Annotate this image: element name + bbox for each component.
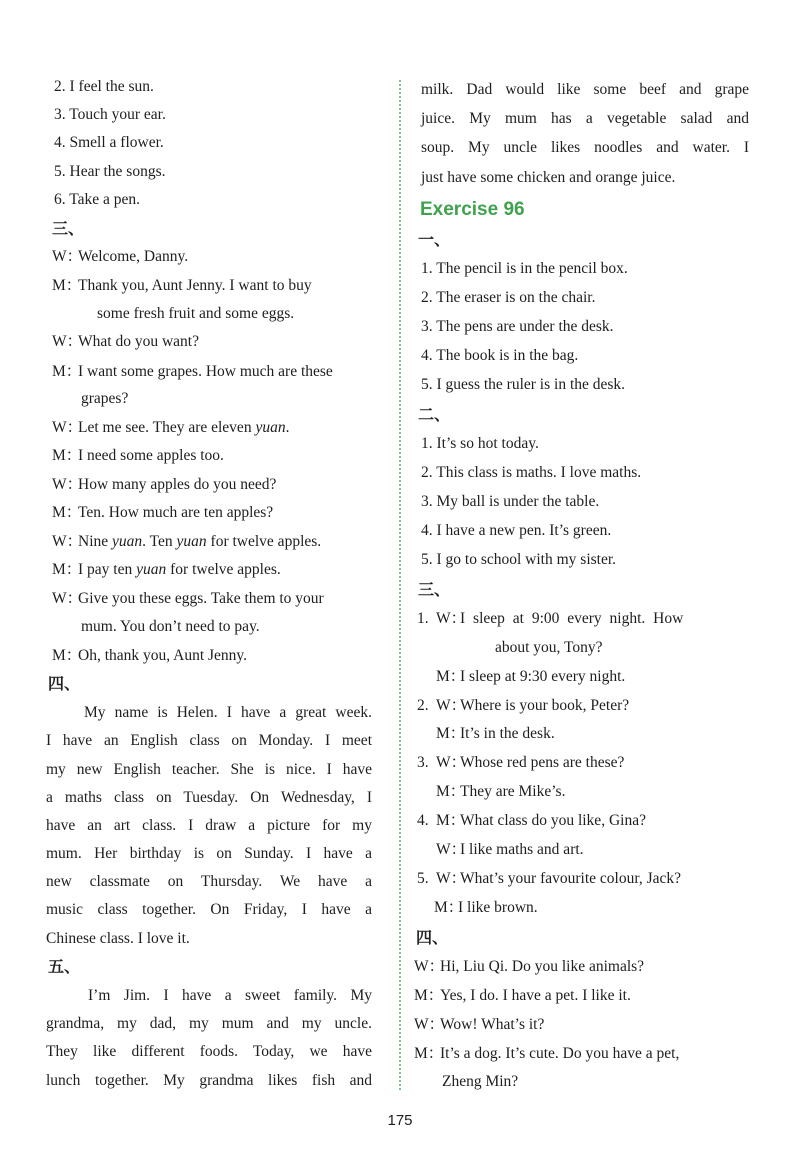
item-number: 5.: [417, 870, 429, 887]
speaker: W：: [52, 333, 83, 350]
item-number: 2.: [417, 697, 429, 714]
dialogue-text: mum. You don’t need to pay.: [81, 618, 260, 635]
dialogue-line: [52, 646, 247, 666]
dialogue-text: They are Mike’s.: [460, 783, 566, 800]
dialogue-text: What class do you like, Gina?: [460, 812, 646, 829]
dialogue-text: grapes?: [81, 390, 129, 407]
item-number: 3.: [417, 754, 429, 771]
dialogue-text: Wow! What’s it?: [440, 1016, 545, 1033]
dialogue-text: Hi, Liu Qi. Do you like animals?: [440, 958, 645, 975]
list-item: 2. I feel the sun.: [54, 78, 154, 95]
speaker: M：: [52, 277, 82, 294]
dialogue-text: How many apples do you need?: [78, 476, 277, 493]
list-item: 4. The book is in the bag.: [421, 347, 579, 364]
list-item: 2. This class is maths. I love maths.: [421, 464, 642, 481]
speaker: W：: [436, 610, 467, 627]
paragraph-line: mum. Her birthday is on Sunday. I have a: [46, 845, 372, 862]
paragraph-line: I have an English class on Monday. I meet: [46, 732, 372, 749]
dialogue-line: [417, 609, 683, 629]
speaker: W：: [52, 248, 83, 265]
exercise-title: Exercise 96: [420, 199, 525, 220]
list-item: 3. My ball is under the table.: [421, 493, 600, 510]
section-heading-5: 五、: [48, 957, 81, 976]
dialogue-line: [414, 1015, 544, 1035]
italic-word: yuan: [136, 561, 167, 578]
dialogue-text: I want some grapes. How much are these: [78, 363, 333, 380]
speaker: W：: [414, 1016, 445, 1033]
section-heading-3: 三、: [52, 219, 85, 238]
section-heading-4: 四、: [48, 674, 81, 693]
list-item: 5. I go to school with my sister.: [421, 551, 617, 568]
speaker: W：: [52, 476, 83, 493]
paragraph-line: just have some chicken and orange juice.: [421, 169, 676, 186]
dialogue-line: [434, 898, 538, 918]
dialogue-text: I sleep at 9:00 every night. How: [460, 610, 684, 627]
list-item: 3. Touch your ear.: [54, 106, 166, 123]
italic-word: yuan: [176, 533, 207, 550]
speaker: M：: [52, 647, 82, 664]
speaker: W：: [436, 841, 467, 858]
dialogue-line: [417, 811, 646, 831]
dialogue-line: [436, 782, 565, 802]
list-item: 2. The eraser is on the chair.: [421, 289, 596, 306]
speaker: M：: [436, 725, 466, 742]
dialogue-text: Zheng Min?: [442, 1073, 519, 1090]
dialogue-text: Let me see. They are eleven: [78, 419, 256, 436]
speaker: M：: [436, 783, 466, 800]
paragraph-line: They like different foods. Today, we have: [46, 1043, 372, 1060]
paragraph-line: a maths class on Tuesday. On Wednesday, I: [46, 789, 372, 806]
speaker: M：: [436, 812, 466, 829]
section-heading-3: 三、: [418, 580, 451, 599]
paragraph-line: grandma, my dad, my mum and my uncle.: [46, 1015, 372, 1032]
section-heading-2: 二、: [418, 405, 451, 424]
speaker: M：: [414, 987, 444, 1004]
item-number: 1.: [417, 610, 429, 627]
dialogue-text: I sleep at 9:30 every night.: [460, 668, 626, 685]
section-heading-4: 四、: [416, 928, 449, 947]
dialogue-text: I pay ten: [78, 561, 137, 578]
paragraph-line: milk. Dad would like some beef and grape: [421, 81, 749, 98]
dialogue-text: Whose red pens are these?: [460, 754, 625, 771]
dialogue-line: [52, 503, 273, 523]
dialogue-text: for twelve apples.: [206, 533, 322, 550]
paragraph-line: I’m Jim. I have a sweet family. My: [88, 987, 372, 1004]
dialogue-text: Yes, I do. I have a pet. I like it.: [440, 987, 631, 1004]
dialogue-line: [495, 638, 603, 658]
dialogue-line: [52, 362, 333, 382]
dialogue-line: [52, 247, 188, 267]
dialogue-line: [81, 389, 128, 409]
dialogue-line: [97, 304, 294, 324]
dialogue-text: about you, Tony?: [495, 639, 603, 656]
paragraph-line: My name is Helen. I have a great week.: [84, 704, 372, 721]
paragraph-line: new classmate on Thursday. We have a: [46, 873, 372, 890]
speaker: M：: [52, 447, 82, 464]
dialogue-line: [436, 840, 584, 860]
list-item: 1. The pencil is in the pencil box.: [421, 260, 628, 277]
dialogue-text: Nine: [78, 533, 113, 550]
speaker: W：: [436, 697, 467, 714]
section-heading-1: 一、: [418, 230, 451, 249]
dialogue-line: [52, 446, 224, 466]
paragraph-line: my new English teacher. She is nice. I have: [46, 761, 372, 778]
dialogue-line: [81, 617, 260, 637]
list-item: 3. The pens are under the desk.: [421, 318, 614, 335]
list-item: 6. Take a pen.: [54, 191, 140, 208]
item-number: 4.: [417, 812, 429, 829]
dialogue-text: Give you these eggs. Take them to your: [78, 590, 324, 607]
italic-word: yuan: [255, 419, 286, 436]
speaker: W：: [52, 419, 83, 436]
speaker: M：: [436, 668, 466, 685]
dialogue-text: Ten. How much are ten apples?: [78, 504, 274, 521]
dialogue-text: I like brown.: [458, 899, 538, 916]
speaker: W：: [52, 590, 83, 607]
dialogue-line: [414, 986, 631, 1006]
dialogue-line: [436, 667, 625, 687]
dialogue-text: It’s a dog. It’s cute. Do you have a pet,: [440, 1045, 680, 1062]
list-item: 4. Smell a flower.: [54, 134, 164, 151]
dialogue-text: .: [285, 419, 290, 436]
dialogue-text: . Ten: [142, 533, 177, 550]
paragraph-line: soup. My uncle likes noodles and water. I: [421, 139, 749, 156]
speaker: M：: [414, 1045, 444, 1062]
column-divider: [399, 80, 401, 1090]
dialogue-text: Where is your book, Peter?: [460, 697, 630, 714]
list-item: 1. It’s so hot today.: [421, 435, 539, 452]
paragraph-line: juice. My mum has a vegetable salad and: [421, 110, 749, 127]
dialogue-text: I like maths and art.: [460, 841, 584, 858]
dialogue-line: [52, 276, 312, 296]
dialogue-text: some fresh fruit and some eggs.: [97, 305, 295, 322]
dialogue-line: [52, 589, 324, 609]
page-number: 175: [387, 1112, 413, 1129]
speaker: W：: [436, 754, 467, 771]
dialogue-line: [414, 1044, 679, 1064]
dialogue-line: [436, 724, 555, 744]
list-item: 4. I have a new pen. It’s green.: [421, 522, 612, 539]
speaker: W：: [436, 870, 467, 887]
paragraph-line: lunch together. My grandma likes fish and: [46, 1072, 372, 1089]
dialogue-line: [414, 957, 644, 977]
paragraph-line: have an art class. I draw a picture for my: [46, 817, 372, 834]
list-item: 5. Hear the songs.: [54, 163, 166, 180]
dialogue-line: [52, 332, 199, 352]
dialogue-text: What’s your favourite colour, Jack?: [460, 870, 682, 887]
dialogue-text: Thank you, Aunt Jenny. I want to buy: [78, 277, 312, 294]
speaker: W：: [414, 958, 445, 975]
dialogue-line: [52, 532, 321, 552]
list-item: 5. I guess the ruler is in the desk.: [421, 376, 626, 393]
dialogue-line: [442, 1072, 518, 1092]
dialogue-text: Welcome, Danny.: [78, 248, 189, 265]
dialogue-line: [417, 696, 629, 716]
dialogue-text: for twelve apples.: [166, 561, 281, 578]
paragraph-line: music class together. On Friday, I have a: [46, 901, 372, 918]
speaker: M：: [52, 363, 82, 380]
dialogue-text: Oh, thank you, Aunt Jenny.: [78, 647, 248, 664]
dialogue-text: I need some apples too.: [78, 447, 224, 464]
dialogue-text: It’s in the desk.: [460, 725, 555, 742]
dialogue-text: What do you want?: [78, 333, 199, 350]
dialogue-line: [417, 869, 681, 889]
dialogue-line: [52, 475, 276, 495]
dialogue-line: [52, 560, 281, 580]
speaker: M：: [434, 899, 464, 916]
speaker: M：: [52, 504, 82, 521]
dialogue-line: [52, 418, 289, 438]
dialogue-line: [417, 753, 624, 773]
paragraph-line: Chinese class. I love it.: [46, 930, 190, 947]
italic-word: yuan: [112, 533, 143, 550]
speaker: W：: [52, 533, 83, 550]
speaker: M：: [52, 561, 82, 578]
